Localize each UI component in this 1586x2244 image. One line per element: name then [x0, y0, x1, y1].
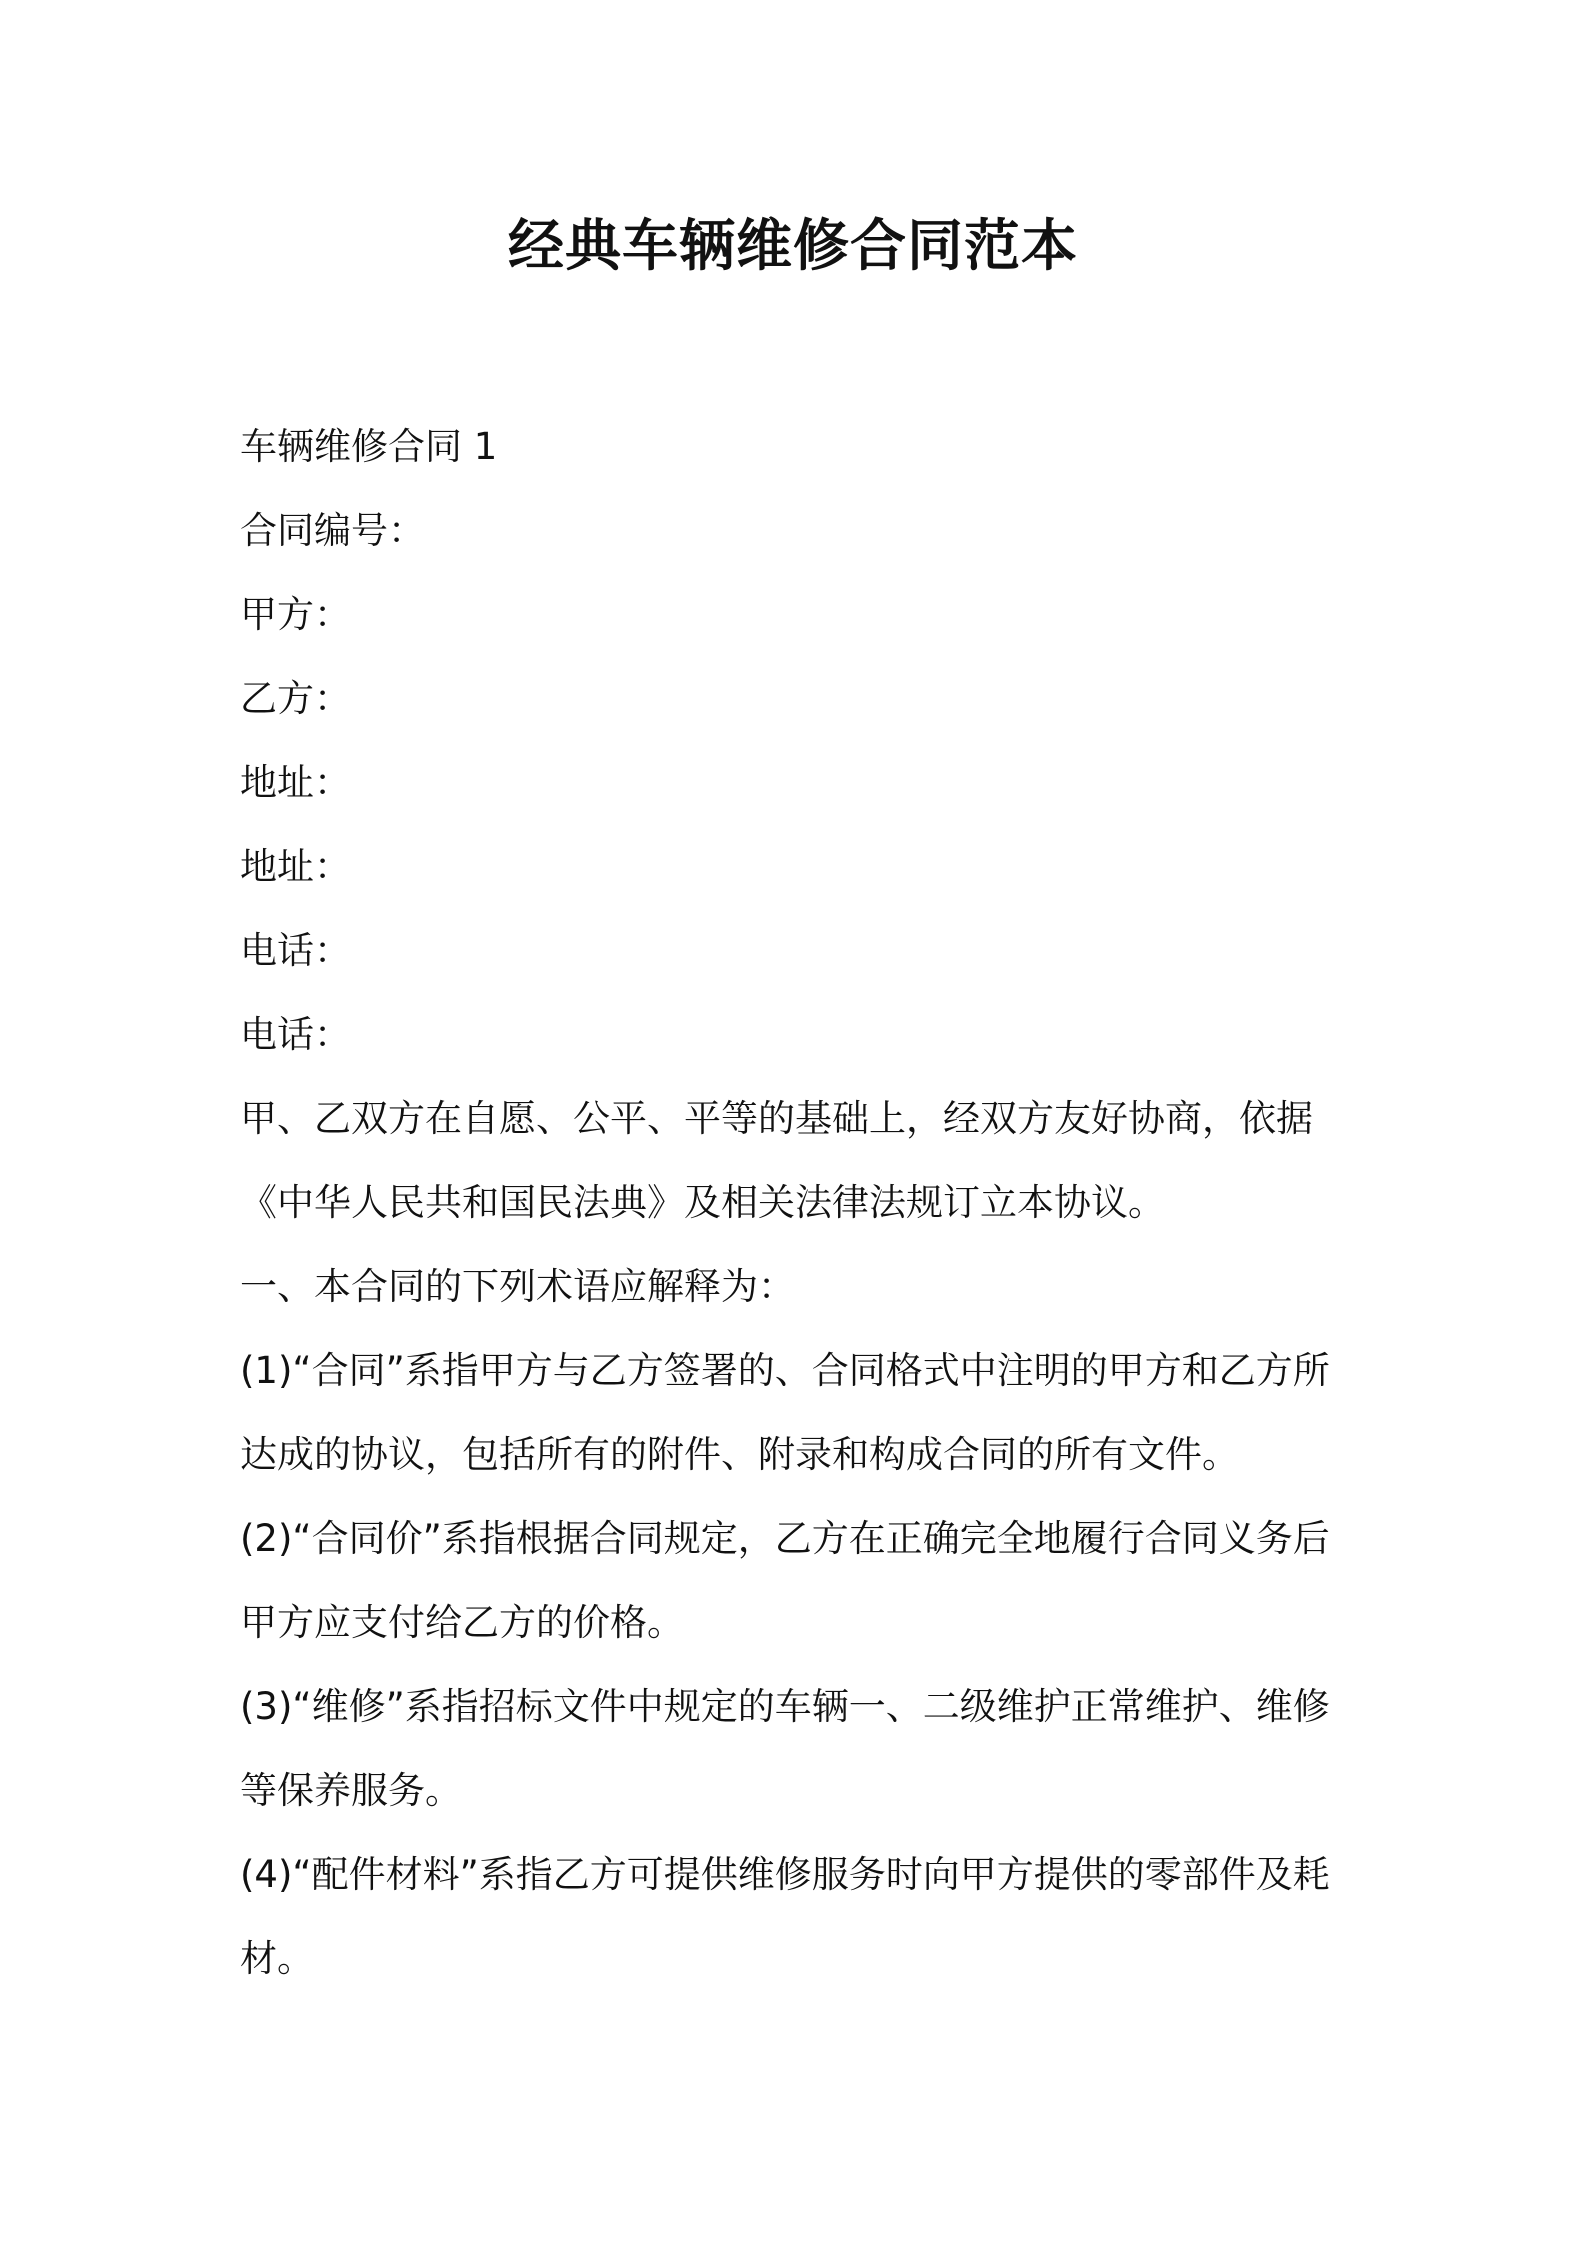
address-field-b: 地址：: [240, 845, 351, 888]
phone-field-a: 电话：: [240, 929, 351, 972]
term-contract-price: (2)“合同价”系指根据合同规定，乙方在正确完全地履行合同义务后甲方应支付给乙方的价格。: [240, 1517, 1330, 1644]
term-parts-materials: (4)“配件材料”系指乙方可提供维修服务时向甲方提供的零部件及耗材。: [240, 1853, 1330, 1980]
phone-field-b: 电话：: [240, 1013, 351, 1056]
preamble-paragraph: 甲、乙双方在自愿、公平、平等的基础上，经双方友好协商，依据《中华人民共和国民法典》及相关法律法规订立本协议。: [240, 1097, 1313, 1224]
contract-number-field: 合同编号：: [240, 509, 425, 552]
party-a-field: 甲方：: [240, 593, 351, 636]
section-heading: 一、本合同的下列术语应解释为：: [240, 1265, 795, 1308]
document-body: [240, 405, 1360, 2001]
party-b-field: 乙方：: [240, 677, 351, 720]
document-title: 经典车辆维修合同范本: [508, 214, 1078, 279]
contract-subtitle: 车辆维修合同 1: [240, 425, 498, 468]
term-maintenance: (3)“维修”系指招标文件中规定的车辆一、二级维护正常维护、维修等保养服务。: [240, 1685, 1330, 1812]
term-contract: (1)“合同”系指甲方与乙方签署的、合同格式中注明的甲方和乙方所达成的协议，包括所有的附件、附录和构成合同的所有文件。: [240, 1349, 1330, 1476]
address-field-a: 地址：: [240, 761, 351, 804]
